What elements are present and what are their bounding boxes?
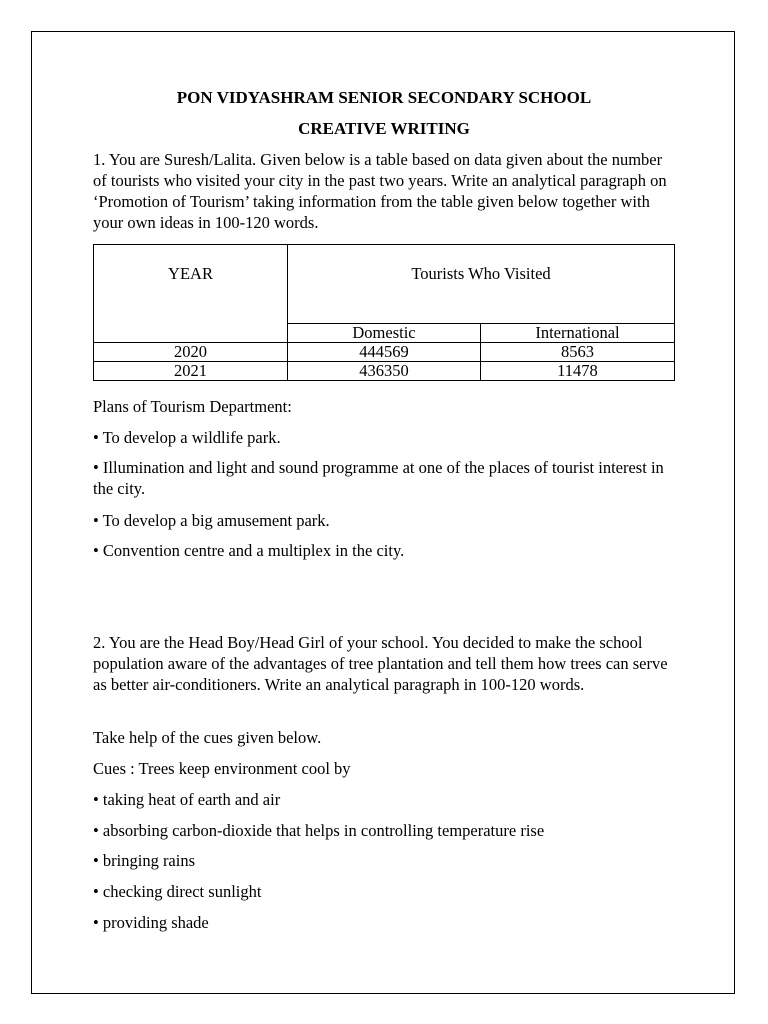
cue-item: • checking direct sunlight: [93, 882, 262, 901]
cue-item: • taking heat of earth and air: [93, 790, 281, 809]
domestic-header: Domestic: [288, 324, 481, 343]
international-cell: 11478: [481, 362, 675, 381]
table-row: [94, 343, 675, 362]
question-2-prompt: 2. You are the Head Boy/Head Girl of your school. You decided to make the school population aware of the advantages of tree plantation and tell them how trees can serve as better air-conditioners. Write an analytical paragraph in 100-120 words.: [93, 633, 668, 694]
cue-item: • bringing rains: [93, 851, 196, 870]
plan-item: • To develop a wildlife park.: [93, 428, 281, 447]
year-cell: 2021: [94, 362, 288, 381]
table-row: [94, 362, 675, 381]
plan-item: • Illumination and light and sound programme at one of the places of tourist interest in the city.: [93, 458, 664, 498]
cue-item: • absorbing carbon-dioxide that helps in controlling temperature rise: [93, 821, 545, 840]
school-name: PON VIDYASHRAM SENIOR SECONDARY SCHOOL: [176, 88, 592, 107]
year-header: YEAR: [94, 245, 288, 343]
plan-item: • To develop a big amusement park.: [93, 511, 330, 530]
tourist-table: [93, 244, 675, 381]
table-header-row: [94, 245, 675, 324]
year-cell: 2020: [94, 343, 288, 362]
tourists-group-header: Tourists Who Visited: [288, 245, 675, 324]
question-1-prompt: 1. You are Suresh/Lalita. Given below is a table based on data given about the number of tourists who visited your city in the past two years. Write an analytical paragraph on ‘Promotion of Tourism’ taking information from the table given below together with your own ideas in 100-120 words.: [93, 150, 667, 232]
plans-heading: Plans of Tourism Department:: [93, 397, 292, 416]
help-text: Take help of the cues given below.: [93, 728, 322, 747]
document-heading: CREATIVE WRITING: [298, 119, 470, 138]
plan-item: • Convention centre and a multiplex in the city.: [93, 541, 405, 560]
domestic-cell: 444569: [288, 343, 481, 362]
cues-heading: Cues : Trees keep environment cool by: [93, 759, 351, 778]
domestic-cell: 436350: [288, 362, 481, 381]
international-cell: 8563: [481, 343, 675, 362]
international-header: International: [481, 324, 675, 343]
cue-item: • providing shade: [93, 913, 209, 932]
